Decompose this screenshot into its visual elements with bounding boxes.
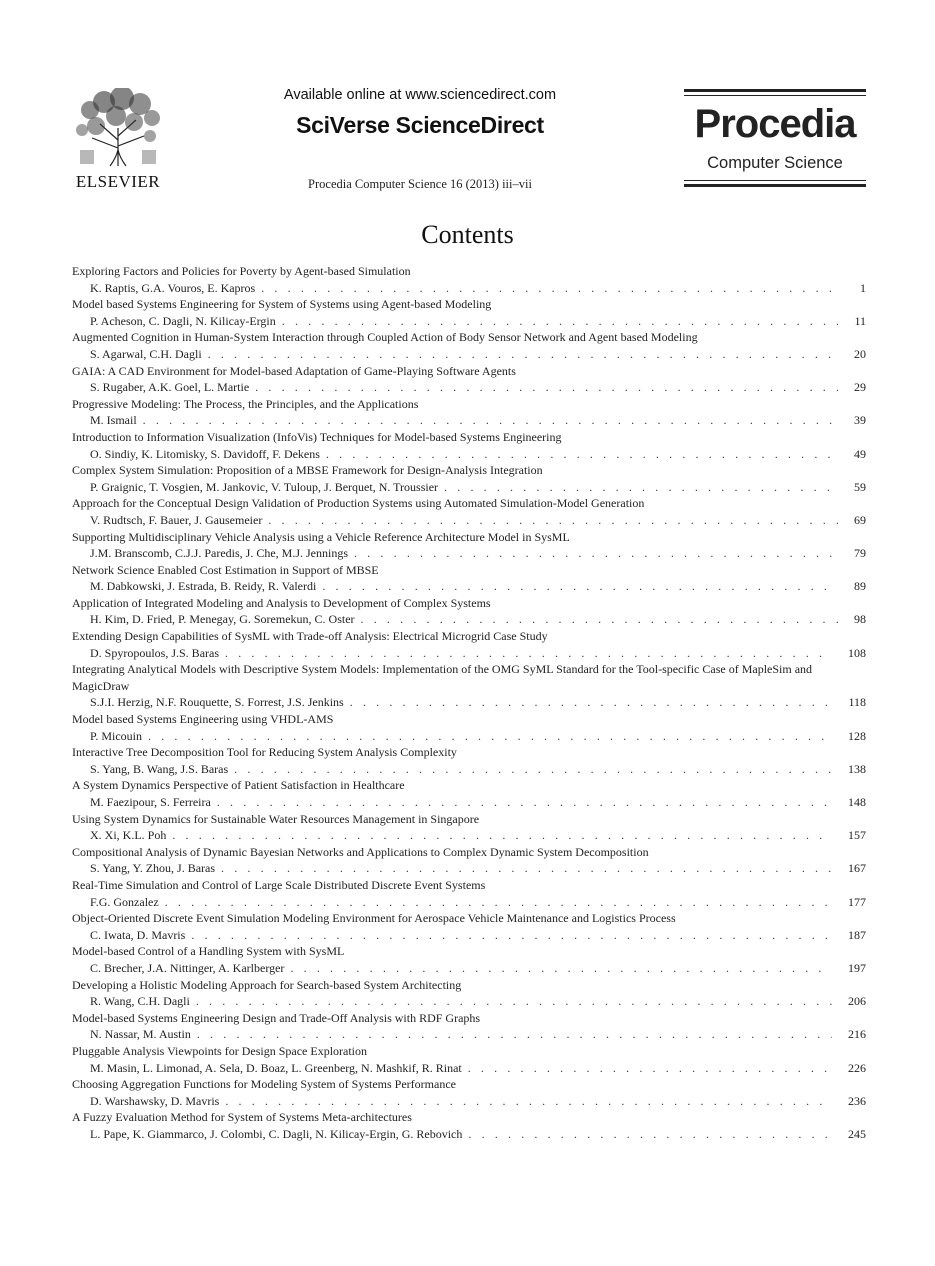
toc-entry-title: Model-based Systems Engineering Design and Trade-Off Analysis with RDF Graphs xyxy=(72,1010,481,1025)
toc-entry-title: Extending Design Capabilities of SysML with Trade-off Analysis: Electrical Microgrid Case Study xyxy=(72,629,548,644)
toc-entry-author-line xyxy=(72,761,866,778)
toc-entry-page-number: 177 xyxy=(848,894,866,909)
toc-entry-author-line xyxy=(72,479,866,496)
toc-entry-authors: C. Brecher, J.A. Nittinger, A. Karlberger xyxy=(90,960,285,975)
toc-entry-authors: K. Raptis, G.A. Vouros, E. Kapros xyxy=(90,280,256,295)
toc-entry-authors: V. Rudtsch, F. Bauer, J. Gausemeier xyxy=(90,512,263,527)
toc-entry-authors: S. Yang, B. Wang, J.S. Baras xyxy=(90,761,229,776)
dot-leader xyxy=(354,545,838,562)
toc-entry-authors: P. Acheson, C. Dagli, N. Kilicay-Ergin xyxy=(90,313,276,328)
dot-leader xyxy=(444,479,838,496)
elsevier-logo xyxy=(70,88,166,192)
toc-entry-authors: S.J.I. Herzig, N.F. Rouquette, S. Forrest, J.S. Jenkins xyxy=(90,695,344,710)
toc-entry-authors: R. Wang, C.H. Dagli xyxy=(90,994,190,1009)
toc-entry-authors: M. Dabkowski, J. Estrada, B. Reidy, R. Valerdi xyxy=(90,579,317,594)
dot-leader xyxy=(322,578,838,595)
toc-entry-title: Interactive Tree Decomposition Tool for Reducing System Analysis Complexity xyxy=(72,745,457,760)
elsevier-tree-icon xyxy=(70,88,166,168)
toc-entry-page-number: 167 xyxy=(848,861,866,876)
toc-entry-page-number: 128 xyxy=(848,728,866,743)
toc-entry[interactable] xyxy=(72,977,866,1010)
toc-entry[interactable] xyxy=(72,595,866,628)
dot-leader xyxy=(148,728,832,745)
toc-entry-authors: X. Xi, K.L. Poh xyxy=(90,828,167,843)
dot-leader xyxy=(468,1126,832,1143)
toc-entry-title: Model based Systems Engineering using VHDL-AMS xyxy=(72,712,334,727)
toc-entry-title: Choosing Aggregation Functions for Modeling System of Systems Performance xyxy=(72,1077,456,1092)
toc-entry[interactable] xyxy=(72,943,866,976)
toc-entry-authors: H. Kim, D. Fried, P. Menegay, G. Soremekun, C. Oster xyxy=(90,612,355,627)
toc-entry-authors: P. Micouin xyxy=(90,728,143,743)
dot-leader xyxy=(165,894,832,911)
dot-leader xyxy=(350,694,833,711)
toc-entry[interactable] xyxy=(72,429,866,462)
toc-entry[interactable] xyxy=(72,296,866,329)
dot-leader xyxy=(143,412,837,429)
toc-entry-author-line xyxy=(72,512,866,529)
dot-leader xyxy=(197,1026,832,1043)
toc-entry-title: Augmented Cognition in Human-System Interaction through Coupled Action of Body Sensor Network and Agent based Modeling xyxy=(72,330,698,345)
dot-leader xyxy=(234,761,832,778)
publisher-name: ELSEVIER xyxy=(75,172,161,191)
toc-entry-title: Compositional Analysis of Dynamic Bayesian Networks and Applications to Complex Dynamic System Decomposition xyxy=(72,844,649,859)
toc-entry[interactable] xyxy=(72,844,866,877)
sciverse-logo-text: SciVerse ScienceDirect xyxy=(296,112,544,138)
toc-entry[interactable] xyxy=(72,396,866,429)
toc-entry[interactable] xyxy=(72,628,866,661)
toc-entry[interactable] xyxy=(72,1010,866,1043)
procedia-logo xyxy=(684,89,866,189)
toc-entry-page-number: 59 xyxy=(854,479,866,494)
toc-entry-title: Progressive Modeling: The Process, the Principles, and the Applications xyxy=(72,396,419,411)
procedia-title: Procedia xyxy=(694,102,856,146)
toc-entry[interactable] xyxy=(72,811,866,844)
available-online-text: Available online at www.sciencedirect.com xyxy=(283,87,557,103)
toc-entry-page-number: 39 xyxy=(854,413,866,428)
toc-entry[interactable] xyxy=(72,462,866,495)
dot-leader xyxy=(282,313,839,330)
toc-entry-page-number: 29 xyxy=(854,380,866,395)
toc-entry-title: Complex System Simulation: Proposition of a MBSE Framework for Design-Analysis Integration xyxy=(72,463,543,478)
toc-entry[interactable] xyxy=(72,661,866,711)
toc-entry[interactable] xyxy=(72,711,866,744)
rule xyxy=(684,89,866,92)
toc-entry-page-number: 89 xyxy=(854,579,866,594)
toc-entry-page-number: 157 xyxy=(848,828,866,843)
toc-entry-page-number: 1 xyxy=(860,280,866,295)
toc-entry-author-line xyxy=(72,860,866,877)
dot-leader xyxy=(172,827,832,844)
toc-entry-authors: L. Pape, K. Giammarco, J. Colombi, C. Dagli, N. Kilicay-Ergin, G. Rebovich xyxy=(90,1126,463,1141)
toc-entry-page-number: 216 xyxy=(848,1027,866,1042)
toc-entry-page-number: 49 xyxy=(854,446,866,461)
toc-entry[interactable] xyxy=(72,329,866,362)
toc-entry-author-line xyxy=(72,545,866,562)
toc-entry-title: A Fuzzy Evaluation Method for System of Systems Meta-architectures xyxy=(72,1110,412,1125)
dot-leader xyxy=(217,794,832,811)
toc-entry-title: Using System Dynamics for Sustainable Water Resources Management in Singapore xyxy=(72,811,480,826)
dot-leader xyxy=(326,446,838,463)
journal-reference: Procedia Computer Science 16 (2013) iii–vii xyxy=(308,177,532,191)
toc-entry-author-line xyxy=(72,313,866,330)
toc-entry-author-line xyxy=(72,894,866,911)
toc-entry[interactable] xyxy=(72,562,866,595)
toc-entry-author-line xyxy=(72,645,866,662)
toc-entry[interactable] xyxy=(72,495,866,528)
toc-entry-page-number: 148 xyxy=(848,795,866,809)
dot-leader xyxy=(468,1060,832,1077)
dot-leader xyxy=(221,860,832,877)
toc-entry-authors: N. Nassar, M. Austin xyxy=(90,1027,191,1042)
table-of-contents xyxy=(72,263,866,1142)
toc-entry-title: Real-Time Simulation and Control of Large Scale Distributed Discrete Event Systems xyxy=(72,877,486,892)
dot-leader xyxy=(261,280,838,297)
toc-entry-page-number: 20 xyxy=(854,346,866,361)
toc-entry-author-line xyxy=(72,1126,866,1143)
toc-entry-title: Application of Integrated Modeling and Analysis to Development of Complex Systems xyxy=(72,595,491,610)
toc-entry-author-line xyxy=(72,993,866,1010)
rule xyxy=(684,95,866,96)
dot-leader xyxy=(290,960,832,977)
toc-entry-author-line xyxy=(72,1026,866,1043)
toc-entry-author-line xyxy=(72,611,866,628)
toc-entry-author-line xyxy=(72,694,866,711)
toc-entry-authors: M. Faezipour, S. Ferreira xyxy=(90,795,211,809)
toc-entry-author-line xyxy=(72,927,866,944)
toc-entry[interactable] xyxy=(72,529,866,562)
toc-entry-title: Introduction to Information Visualization (InfoVis) Techniques for Model-based Systems Engineering xyxy=(72,429,562,444)
toc-entry[interactable] xyxy=(72,263,866,296)
toc-entry-author-line xyxy=(72,446,866,463)
page-header xyxy=(0,0,935,200)
toc-entry-author-line xyxy=(72,578,866,595)
toc-entry-title: A System Dynamics Perspective of Patient Satisfaction in Healthcare xyxy=(72,778,405,793)
dot-leader xyxy=(361,611,838,628)
toc-entry[interactable] xyxy=(72,877,866,910)
toc-entry-author-line xyxy=(72,379,866,396)
toc-entry-author-line xyxy=(72,346,866,363)
toc-entry-page-number: 226 xyxy=(848,1060,866,1075)
toc-entry-title: Pluggable Analysis Viewpoints for Design Space Exploration xyxy=(72,1043,368,1058)
toc-entry-authors: M. Ismail xyxy=(90,413,137,428)
toc-entry-authors: S. Agarwal, C.H. Dagli xyxy=(90,346,202,361)
toc-entry-page-number: 245 xyxy=(848,1126,866,1141)
rule xyxy=(684,180,866,181)
toc-entry-author-line xyxy=(72,728,866,745)
dot-leader xyxy=(225,645,832,662)
toc-entry-title: Model based Systems Engineering for System of Systems using Agent-based Modeling xyxy=(72,297,492,312)
toc-entry-authors: F.G. Gonzalez xyxy=(90,894,159,909)
toc-entry-page-number: 187 xyxy=(848,927,866,942)
toc-entry-page-number: 108 xyxy=(848,645,866,660)
toc-entry-author-line xyxy=(72,1093,866,1110)
toc-entry[interactable] xyxy=(72,777,866,810)
toc-entry-authors: S. Yang, Y. Zhou, J. Baras xyxy=(90,861,216,876)
procedia-subtitle: Computer Science xyxy=(707,154,843,172)
toc-entry-authors: S. Rugaber, A.K. Goel, L. Martie xyxy=(90,380,250,395)
toc-entry-authors: O. Sindiy, K. Litomisky, S. Davidoff, F. Dekens xyxy=(90,446,320,461)
dot-leader xyxy=(255,379,838,396)
toc-entry-title: Developing a Holistic Modeling Approach for Search-based System Architecting xyxy=(72,977,462,992)
toc-entry-author-line xyxy=(72,960,866,977)
toc-entry-page-number: 118 xyxy=(848,695,866,710)
toc-entry[interactable] xyxy=(72,1109,866,1142)
toc-entry-page-number: 236 xyxy=(848,1093,866,1108)
toc-entry-title: Exploring Factors and Policies for Poverty by Agent-based Simulation xyxy=(72,264,411,278)
dot-leader xyxy=(191,927,832,944)
dot-leader xyxy=(225,1093,832,1110)
toc-entry[interactable] xyxy=(72,910,866,943)
toc-entry-page-number: 79 xyxy=(854,546,866,561)
toc-entry-author-line xyxy=(72,412,866,429)
toc-entry-author-line xyxy=(72,1060,866,1077)
toc-entry-author-line xyxy=(72,827,866,844)
dot-leader xyxy=(196,993,832,1010)
contents-heading: Contents xyxy=(421,220,514,249)
toc-entry-author-line xyxy=(72,794,866,811)
toc-entry-authors: P. Graignic, T. Vosgien, M. Jankovic, V. Tuloup, J. Berquet, N. Troussier xyxy=(90,479,439,494)
toc-entry-title: Approach for the Conceptual Design Validation of Production Systems using Automated Simulation-Model Generation xyxy=(72,496,645,511)
toc-entry-author-line xyxy=(72,280,866,297)
dot-leader xyxy=(208,346,838,363)
toc-entry-page-number: 197 xyxy=(848,960,866,975)
dot-leader xyxy=(268,512,838,529)
toc-entry-title: Supporting Multidisciplinary Vehicle Analysis using a Vehicle Reference Architecture Model in SysML xyxy=(72,529,570,544)
rule xyxy=(684,184,866,187)
toc-entry-title: Model-based Control of a Handling System with SysML xyxy=(72,944,345,959)
toc-entry-authors: D. Spyropoulos, J.S. Baras xyxy=(90,645,220,660)
toc-entry[interactable] xyxy=(72,1076,866,1109)
toc-entry-page-number: 69 xyxy=(854,512,866,527)
toc-entry-page-number: 11 xyxy=(854,313,866,328)
toc-entry[interactable] xyxy=(72,363,866,396)
toc-entry-authors: D. Warshawsky, D. Mavris xyxy=(90,1093,220,1108)
toc-entry-title: Network Science Enabled Cost Estimation in Support of MBSE xyxy=(72,562,379,577)
toc-entry[interactable] xyxy=(72,744,866,777)
toc-entry-page-number: 138 xyxy=(848,761,866,776)
toc-entry-title: Integrating Analytical Models with Descriptive System Models: Implementation of the OMG SyML Standard for the Tool-specific Case of MapleSim and MagicDraw xyxy=(72,662,813,693)
toc-entry[interactable] xyxy=(72,1043,866,1076)
toc-entry-authors: J.M. Branscomb, C.J.J. Paredis, J. Che, M.J. Jennings xyxy=(90,546,349,561)
toc-entry-title: Object-Oriented Discrete Event Simulation Modeling Environment for Aerospace Vehicle Maintenance and Logistics Process xyxy=(72,911,676,926)
toc-entry-authors: M. Masin, L. Limonad, A. Sela, D. Boaz, L. Greenberg, N. Mashkif, R. Rinat xyxy=(90,1060,462,1075)
toc-entry-page-number: 206 xyxy=(848,994,866,1009)
toc-entry-title: GAIA: A CAD Environment for Model-based Adaptation of Game-Playing Software Agents xyxy=(72,363,516,378)
toc-entry-authors: C. Iwata, D. Mavris xyxy=(90,927,186,942)
toc-entry-page-number: 98 xyxy=(854,612,866,627)
